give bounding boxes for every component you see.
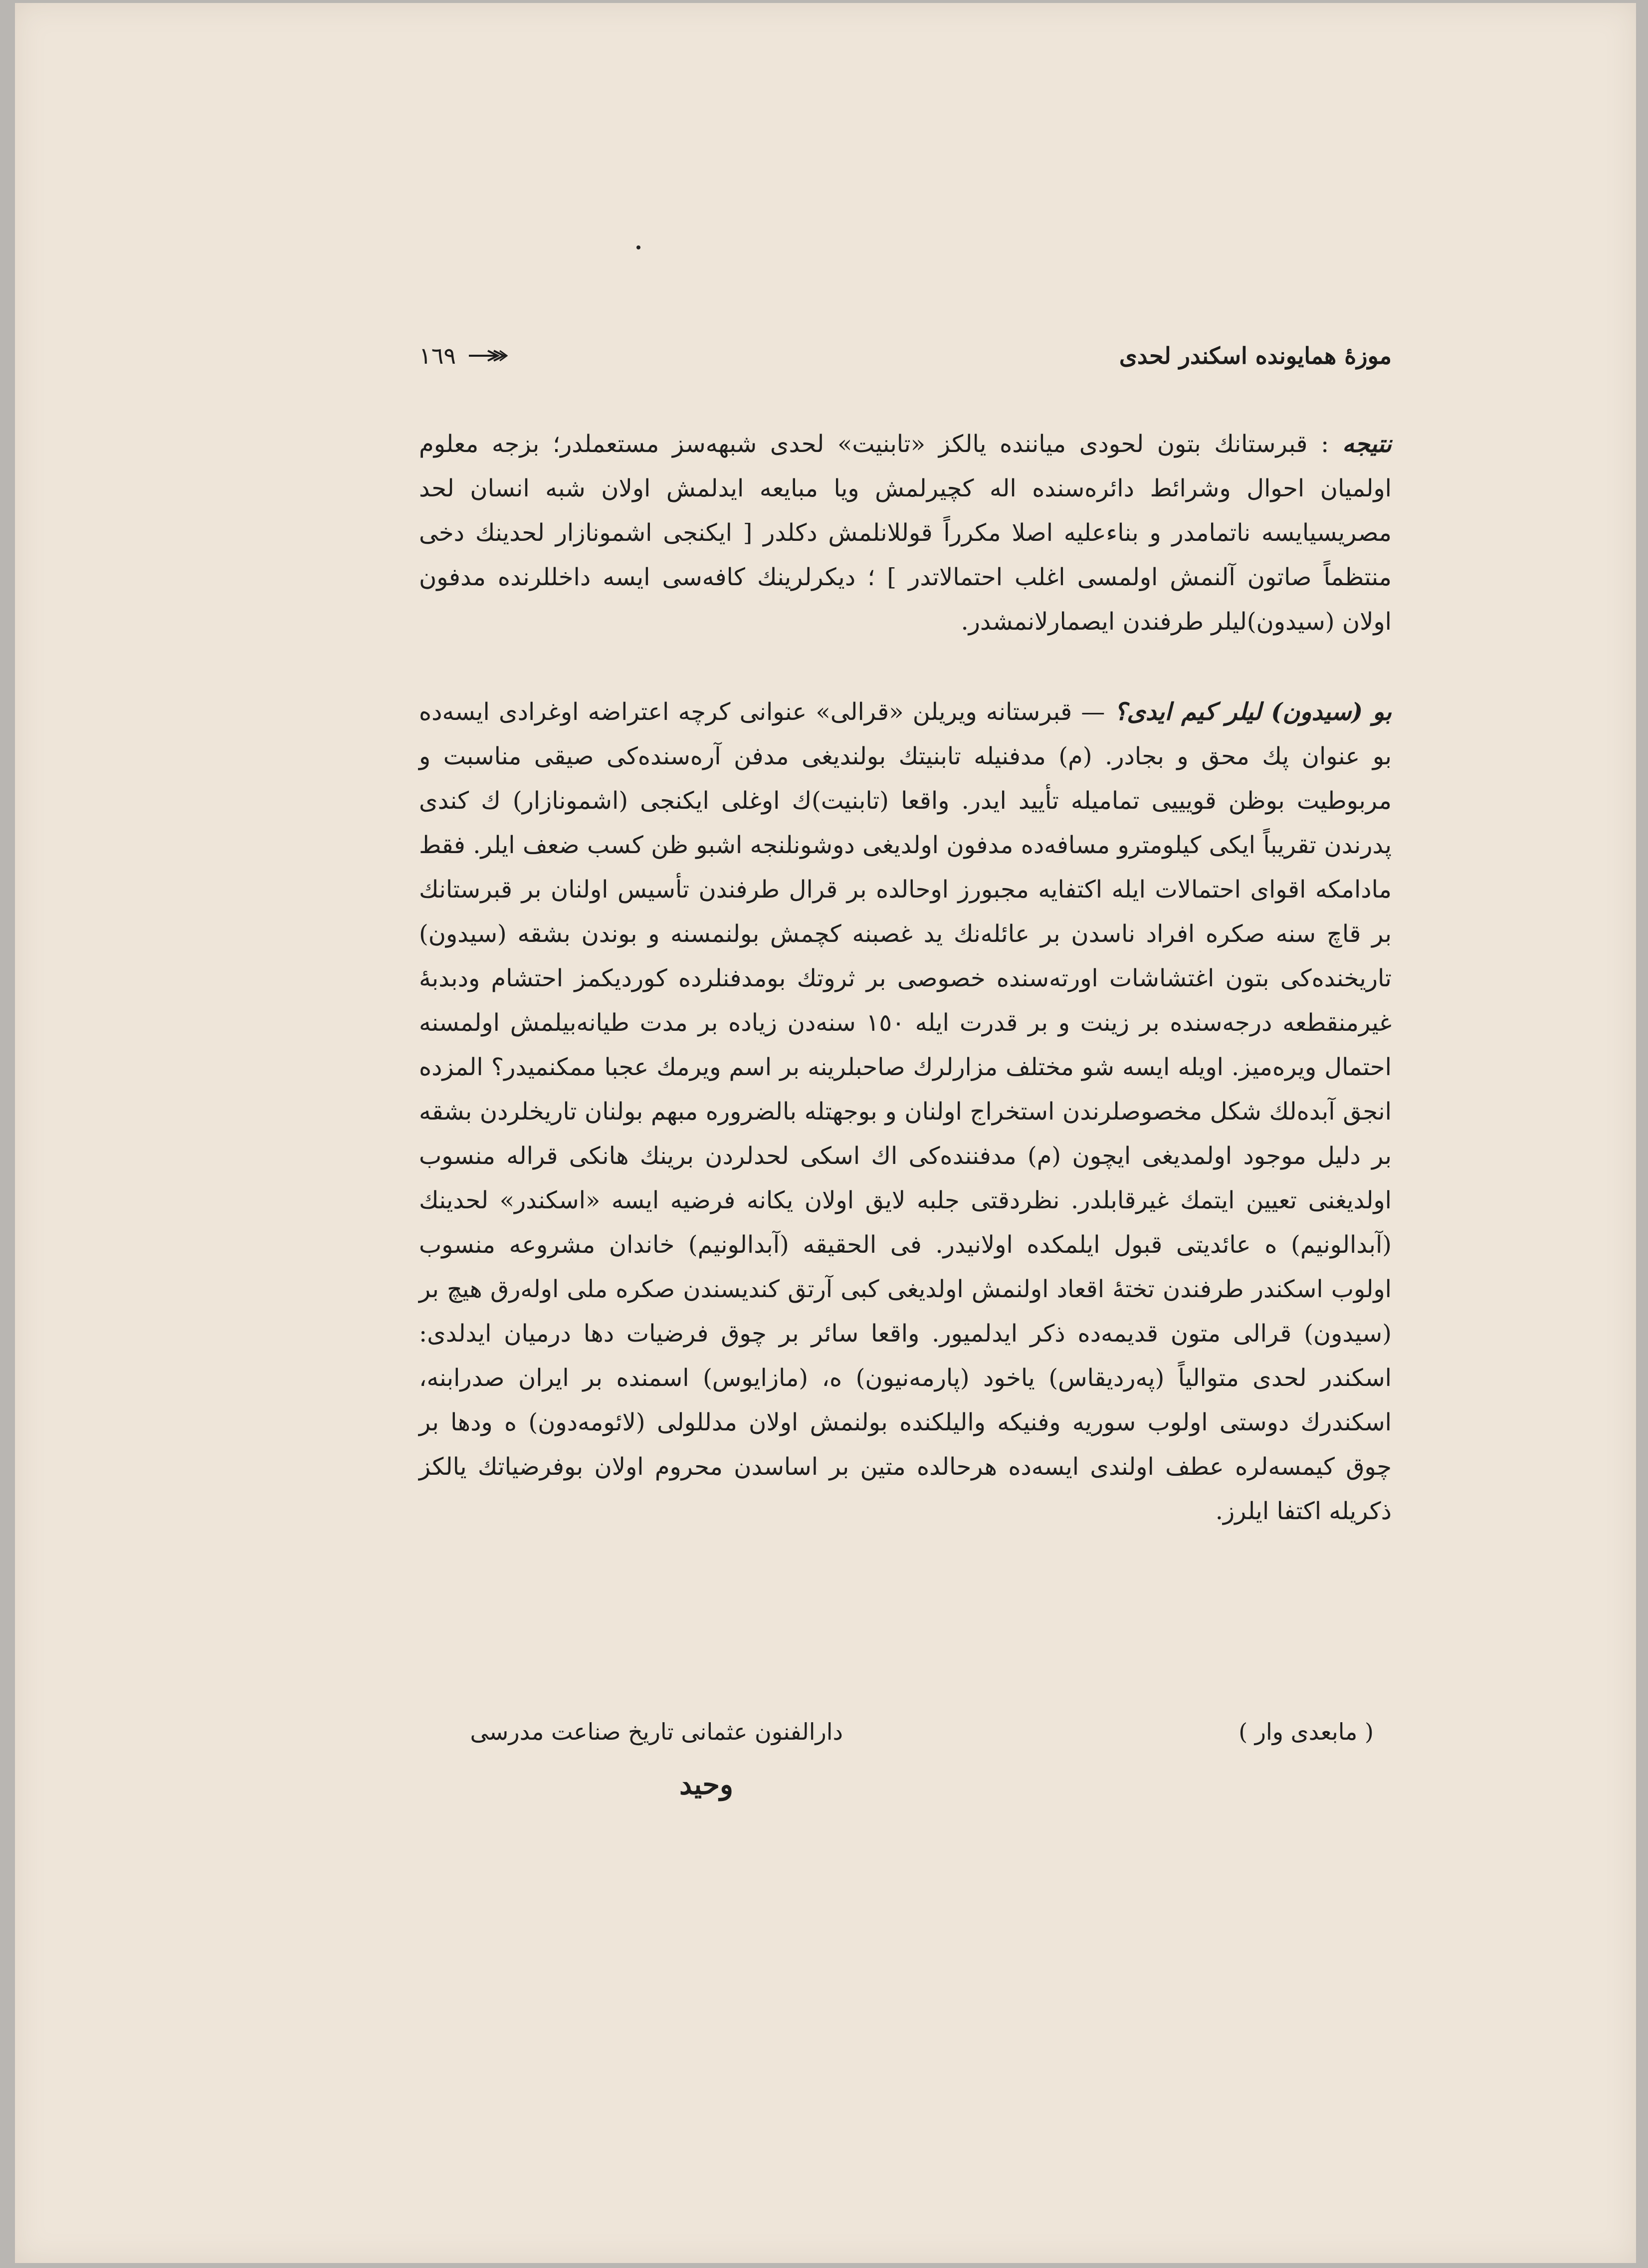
article-body <box>419 422 1392 1534</box>
running-title: موزهٔ همایونده اسکندر لحدی <box>1119 342 1392 369</box>
paragraph-conclusion <box>419 422 1392 644</box>
document-page <box>15 3 1636 2263</box>
continued-note: ( مابعدی وار ) <box>1238 1718 1374 1745</box>
paragraph-lead: نتیجه <box>1342 430 1392 458</box>
ornament-icon <box>468 349 508 362</box>
paragraph-sidonians <box>419 690 1392 1534</box>
paragraph-lead: بو (سیدون) لیلر کیم ایدی؟ <box>1114 698 1392 726</box>
author-affiliation: دارالفنون عثمانی تاریخ صناعت مدرسی <box>470 1718 843 1745</box>
ink-dot <box>636 245 640 249</box>
paragraph-text: : قبرستانك بتون لحودی میانندە یالکز «تابنیت» لحدی شبهەسز مستعملدر؛ بزجه معلوم اولمیان احوال وشرائط دائرەسندە اله کچیرلمش ویا مبایعه ایدلمش اولان شبه انسان لحد مصریسیایسه ناتمامدر و بناءعلیه اصلا مکرراً قوللانلمش دکلدر [ ایکنجی اشمونازار لحدینك دخی منتظماً صاتون آلنمش اولمسی اغلب احتمالاتدر ] ؛ دیکرلرینك کافەسی ایسه داخللرندە مدفون اولان (سیدون)لیلر طرفندن ایصمارلانمشدر. <box>419 430 1392 636</box>
page-number: ١٦٩ <box>419 342 456 369</box>
page-number-group <box>419 342 508 369</box>
paragraph-text: — قبرستانه ویریلن «قرالی» عنوانی کرچه اعتراضه اوغرادی ایسەدە بو عنوان پك محق و بجادر. (م) مدفنیله تابنیتك بولندیغی مدفن آرەسندەکی صیقی مناسبت و مربوطیت بوظن قویییی تماميله تأیید ایدر. واقعا (تابنیت)ك اوغلی ایکنجی (اشمونازار) ك کندی پدرندن تقریباً ایکی کیلومترو مسافەدە مدفون اولدیغی دوشونلنجه اشبو ظن کسب ضعف ایلر. فقط مادامکه اقوای احتمالات ایله اکتفایه مجبورز اوحالدە بر قرال طرفندن تأسیس اولنان بر قبرستانك بر قاچ سنه صکره افراد ناسدن بر عائلەنك ید غصبنه کچمش بولنمسنه و بوندن بشقه (سیدون) تاریخندەکی بتون اغتشاشات اورتەسندە خصوصی بر ثروتك بومدفنلردە کوردیکمز احتشام ودبدبهٔ غیرمنقطعه درجەسندە بر زینت و بر قدرت ایله ١٥٠ سنەدن زیادە بر مدت طیانەبیلمش اولمسنه احتمال ویرەمیز. اویله ایسه شو مختلف مزارلرك صاحبلرینه بر اسم ویرمك عجبا ممکنمیدر؟ المزدە انجق آبدەلك شکل مخصوصلرندن استخراج اولنان و بوجهتله بالضرورە مبهم بولنان تاریخلردن بشقه بر دلیل موجود اولمدیغی ایچون (م) مدفنندەکی اك اسکی لحدلردن برینك هانکی قراله منسوب اولدیغنی تعیین ایتمك غیرقابلدر. نظردقتی جلبه لایق اولان یکانه فرضیه ایسه «اسکندر» لحدینك (آبدالونیم) ە عائدیتی قبول ایلمکدە اولانیدر. فی الحقیقه (آبدالونیم) خاندان مشروعه منسوب اولوب اسکندر طرفندن تختهٔ اقعاد اولنمش اولدیغی کبی آرتق کندیسندن صکره ملی اولەرق هیچ بر (سیدون) قرالی متون قدیمەدە ذکر ایدلمیور. واقعا سائر بر چوق فرضیات دها درمیان ایدلدی: اسکندر لحدی متوالیاً (پەردیقاس) یاخود (پارمەنیون) ە، (مازایوس) اسمندە بر ایران صدرابنه، اسکندرك دوستی اولوب سوریه وفنیکه والیلکندە بولنمش اولان مدللولی (لائومەدون) ە ودها بر چوق کیمسەلرە عطف اولندی ایسەدە هرحالدە متین بر اساسدن محروم اولان بوفرضیاتك یالکز ذکریله اکتفا ایلرز. <box>419 698 1392 1525</box>
article-footer <box>419 1718 1392 1818</box>
author-name: وحید <box>679 1768 733 1801</box>
running-header <box>419 327 1392 387</box>
